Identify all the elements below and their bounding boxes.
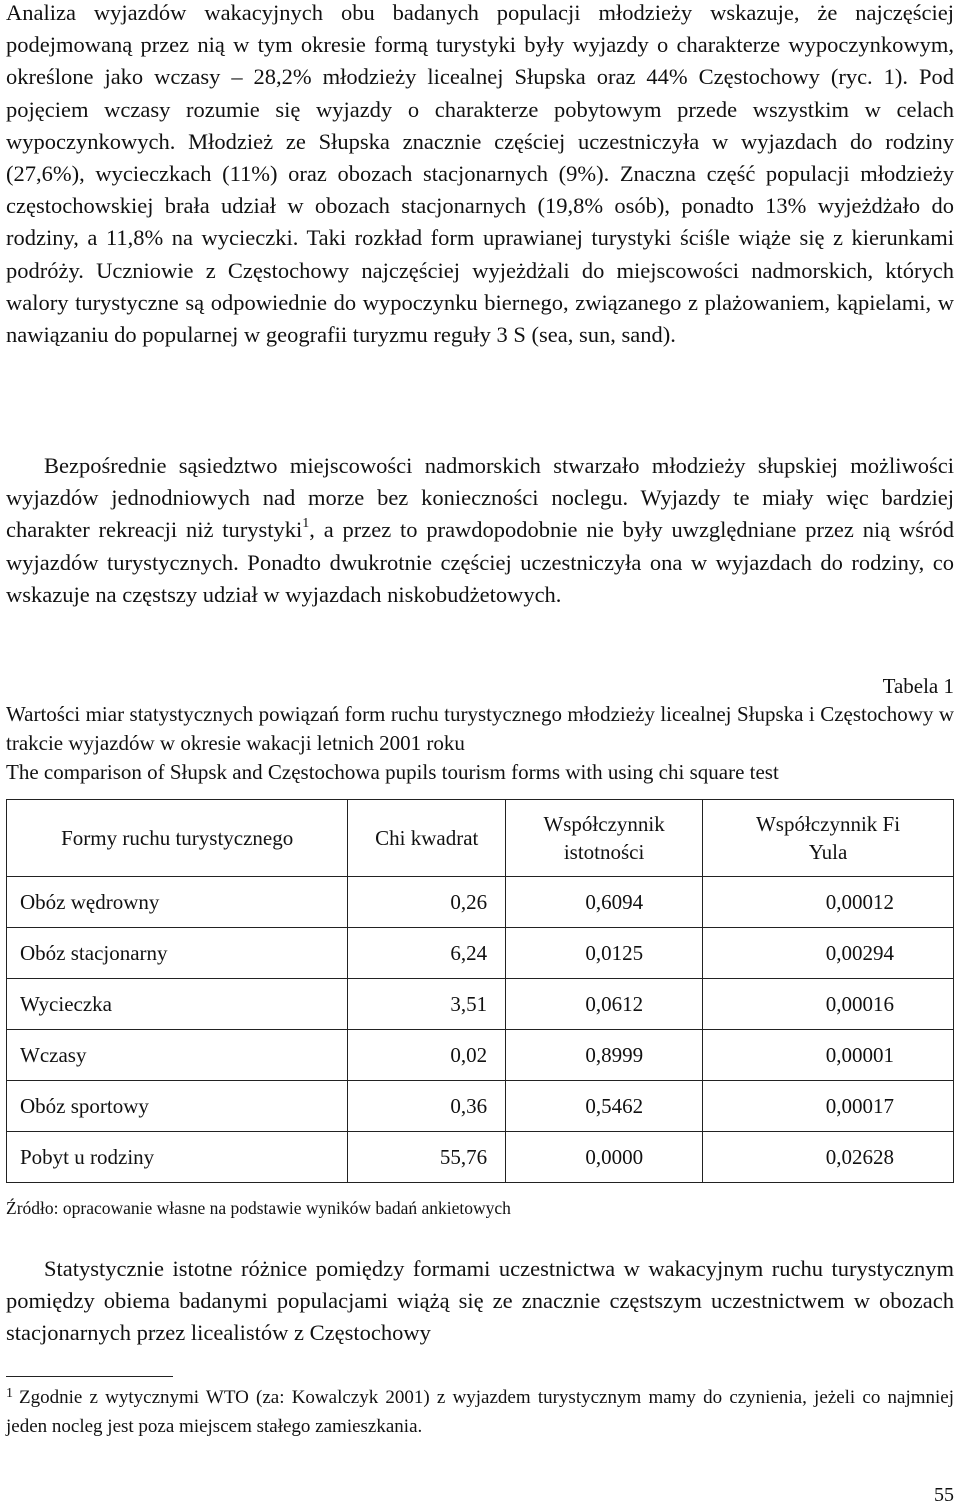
cell-chi: 0,36 bbox=[348, 1081, 506, 1132]
cell-phi: 0,00017 bbox=[703, 1081, 954, 1132]
footnote-text: Zgodnie z wytycznymi WTO (za: Kowalczyk 2001) z wyjazdem turystycznym mamy do czynienia, jeżeli co najmniej jeden nocleg jest poza miejscem stałego zamieszkania. bbox=[6, 1387, 954, 1437]
cell-chi: 55,76 bbox=[348, 1132, 506, 1183]
table-label: Tabela 1 bbox=[882, 674, 954, 698]
header-forms: Formy ruchu turystycznego bbox=[7, 800, 348, 877]
cell-significance: 0,8999 bbox=[506, 1030, 703, 1081]
cell-chi: 6,24 bbox=[348, 928, 506, 979]
cell-phi: 0,00001 bbox=[703, 1030, 954, 1081]
cell-significance: 0,6094 bbox=[506, 877, 703, 928]
table-row bbox=[7, 1132, 954, 1183]
paragraph-2-part-b: , a przez to prawdopodobnie nie były uwzględniane przez nią wśród wyjazdów turystycznych. Ponadto dwukrotnie częściej uczestniczyła ona w wyjazdach do rodziny, co wskazuje na częstszy udział w wyjazdach niskobudżetowych. bbox=[6, 517, 955, 607]
table-row bbox=[7, 928, 954, 979]
footnote-divider bbox=[6, 1376, 173, 1377]
cell-phi: 0,00016 bbox=[703, 979, 954, 1030]
table-caption-english: The comparison of Słupsk and Częstochowa pupils tourism forms with using chi square test bbox=[6, 760, 779, 784]
row-label: Wczasy bbox=[7, 1030, 348, 1081]
page-number: 55 bbox=[934, 1484, 954, 1506]
row-label: Wycieczka bbox=[7, 979, 348, 1030]
footnote-reference[interactable]: 1 bbox=[302, 515, 310, 531]
header-significance: Współczynnik istotności bbox=[506, 800, 703, 877]
cell-phi: 0,02628 bbox=[703, 1132, 954, 1183]
statistics-table bbox=[6, 799, 954, 1183]
row-label: Pobyt u rodziny bbox=[7, 1132, 348, 1183]
table-source: Źródło: opracowanie własne na podstawie wyników badań ankietowych bbox=[6, 1198, 511, 1218]
cell-significance: 0,0125 bbox=[506, 928, 703, 979]
table-header-row bbox=[7, 800, 954, 877]
row-label: Obóz wędrowny bbox=[7, 877, 348, 928]
row-label: Obóz sportowy bbox=[7, 1081, 348, 1132]
cell-chi: 0,02 bbox=[348, 1030, 506, 1081]
header-phi-yule: Współczynnik Fi Yula bbox=[703, 800, 954, 877]
table-row bbox=[7, 1030, 954, 1081]
cell-chi: 3,51 bbox=[348, 979, 506, 1030]
cell-phi: 0,00294 bbox=[703, 928, 954, 979]
cell-chi: 0,26 bbox=[348, 877, 506, 928]
header-chi-square: Chi kwadrat bbox=[348, 800, 506, 877]
paragraph-2-part-a: Bezpośrednie sąsiedztwo miejscowości nadmorskich stwarzało młodzieży słupskiej możliwości wyjazdów jednodniowych nad morze bez konieczności noclegu. Wyjazdy te miały więc bardziej charakter rekreacji niż turystyki bbox=[6, 453, 954, 543]
footnote bbox=[6, 1384, 954, 1440]
cell-phi: 0,00012 bbox=[703, 877, 954, 928]
row-label: Obóz stacjonarny bbox=[7, 928, 348, 979]
cell-significance: 0,0612 bbox=[506, 979, 703, 1030]
paragraph-2 bbox=[6, 450, 954, 611]
table-caption-polish: Wartości miar statystycznych powiązań form ruchu turystycznego młodzieży licealnej Słupska i Częstochowy w trakcie wyjazdów w okresie wakacji letnich 2001 roku bbox=[6, 702, 954, 755]
table-caption bbox=[6, 700, 954, 787]
table-row bbox=[7, 1081, 954, 1132]
table-row bbox=[7, 979, 954, 1030]
paragraph-3: Statystycznie istotne różnice pomiędzy formami uczestnictwa w wakacyjnym ruchu turystycznym pomiędzy obiema badanymi populacjami wiążą się ze znacznie częstszym uczestnictwem w obozach stacjonarnych przez licealistów z Częstochowy bbox=[6, 1256, 954, 1346]
cell-significance: 0,0000 bbox=[506, 1132, 703, 1183]
table-row bbox=[7, 877, 954, 928]
footnote-number: 1 bbox=[6, 1386, 13, 1401]
cell-significance: 0,5462 bbox=[506, 1081, 703, 1132]
paragraph-1: Analiza wyjazdów wakacyjnych obu badanych populacji młodzieży wskazuje, że najczęściej podejmowaną przez nią w tym okresie formą turystyki były wyjazdy o charakterze wypoczynkowym, określone jako wczasy – 28,2% młodzieży licealnej Słupska oraz 44% Częstochowy (ryc. 1). Pod pojęciem wczasy rozumie się wyjazdy o charakterze pobytowym przede wszystkim w celach wypoczynkowych. Młodzież ze Słupska znacznie częściej uczestniczyła w wyjazdach do rodziny (27,6%), wycieczkach (11%) oraz obozach stacjonarnych (9%). Znaczna część populacji młodzieży częstochowskiej brała udział w obozach stacjonarnych (19,8% osób), ponadto 13% wyjeżdżało do rodziny, a 11,8% na wycieczki. Taki rozkład form uprawianej turystyki ściśle wiąże się z kierunkami podróży. Uczniowie z Częstochowy najczęściej wyjeżdżali do miejscowości nadmorskich, których walory turystyczne są odpowiednie do wypoczynku biernego, związanego z plażowaniem, kąpielami, w nawiązaniu do popularnej w geografii turyzmu reguły 3 S (sea, sun, sand). bbox=[6, 0, 954, 348]
